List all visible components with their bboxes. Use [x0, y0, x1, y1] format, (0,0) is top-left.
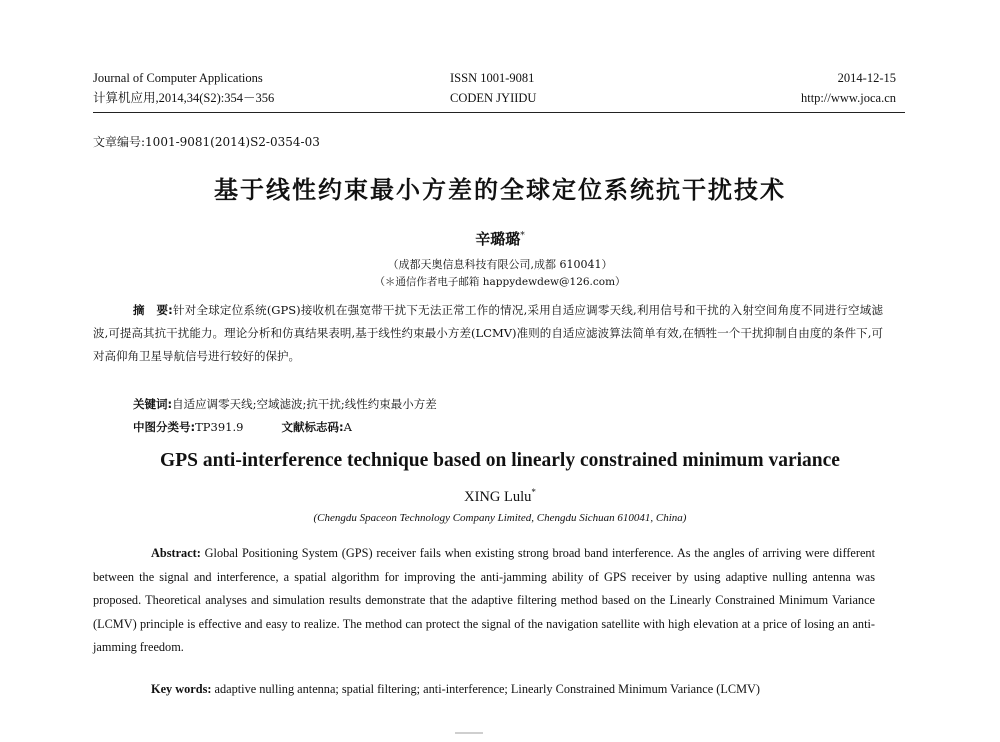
- journal-header-left: [93, 68, 274, 108]
- abstract-en-label: Abstract:: [151, 546, 201, 560]
- journal-name-en: Journal of Computer Applications: [93, 71, 263, 85]
- corresponding-mark: *: [520, 231, 525, 241]
- keywords-en-text: adaptive nulling antenna; spatial filtering; anti-interference; Linearly Constrained Minimum Variance (LCMV): [214, 682, 760, 696]
- affiliation-en: (Chengdu Spaceon Technology Company Limited, Chengdu Sichuan 610041, China): [313, 512, 687, 524]
- journal-citation-cn: 计算机应用,2014,34(S2):354－356: [93, 91, 275, 105]
- title-cn: 基于线性约束最小方差的全球定位系统抗干扰技术: [214, 176, 786, 204]
- coden: CODEN JYIIDU: [450, 91, 537, 105]
- keywords-cn: [133, 396, 437, 412]
- keywords-cn-text: 自适应调零天线;空域滤波;抗干扰;线性约束最小方差: [172, 397, 437, 411]
- journal-header-right: [801, 68, 896, 108]
- header-divider: [93, 112, 905, 113]
- publish-date: 2014-12-15: [837, 71, 896, 85]
- scan-artifact: [455, 732, 483, 734]
- journal-header-middle: [450, 68, 536, 108]
- clc-value: TP391.9: [195, 420, 244, 434]
- journal-url[interactable]: http://www.joca.cn: [800, 91, 896, 105]
- abstract-cn: [93, 299, 883, 368]
- abstract-en: [93, 542, 875, 660]
- email-line: （＊通信作者电子邮箱 happydewdew@126.com）: [374, 276, 626, 288]
- author-en-name: XING Lulu: [464, 488, 532, 505]
- doc-code-label: 文献标志码:: [281, 420, 344, 434]
- keywords-cn-label: 关键词:: [133, 397, 173, 411]
- affiliation-cn: （成都天奥信息科技有限公司,成都 610041）: [387, 258, 613, 271]
- classification-line: [133, 419, 352, 435]
- title-en: GPS anti-interference technique based on linearly constrained minimum variance: [160, 450, 840, 471]
- author-en: [0, 487, 1000, 506]
- clc-label: 中图分类号:: [133, 420, 196, 434]
- abstract-cn-text: 针对全球定位系统(GPS)接收机在强宽带干扰下无法正常工作的情况,采用自适应调零天线,利用信号和干扰的入射空间角度不同进行空域滤波,可提高其抗干扰能力。理论分析和仿真结果表明,基于线性约束最小方差(LCMV)准则的自适应滤波算法简单有效,在牺牲一个干扰抑制自由度的条件下,可对高仰角卫星导航信号进行较好的保护。: [93, 303, 883, 363]
- abstract-en-text: Global Positioning System (GPS) receiver fails when existing strong broad band interference. As the angles of arriving were different between the signal and interference, a spatial algorithm for improving the anti-jamming ability of GPS receiver by using adaptive nulling antenna was proposed. Theoretical analyses and simulation results demonstrate that the adaptive filtering method based on the Linearly Constrained Minimum Variance (LCMV) principle is effective and easy to realize. The method can protect the signal of the navigation satellite with high elevation at a price of losing an anti-jamming freedom.: [93, 546, 875, 655]
- article-number: 文章编号:1001-9081(2014)S2-0354-03: [93, 135, 320, 149]
- author-cn-name: 辛璐璐: [475, 230, 521, 248]
- abstract-cn-label: 摘 要:: [133, 303, 173, 317]
- keywords-en-label: Key words:: [151, 682, 212, 696]
- corresponding-mark-en: *: [531, 487, 536, 497]
- keywords-en: [93, 678, 875, 701]
- issn: ISSN 1001-9081: [450, 71, 535, 85]
- author-cn: [0, 228, 1000, 249]
- doc-code-value: A: [343, 420, 352, 434]
